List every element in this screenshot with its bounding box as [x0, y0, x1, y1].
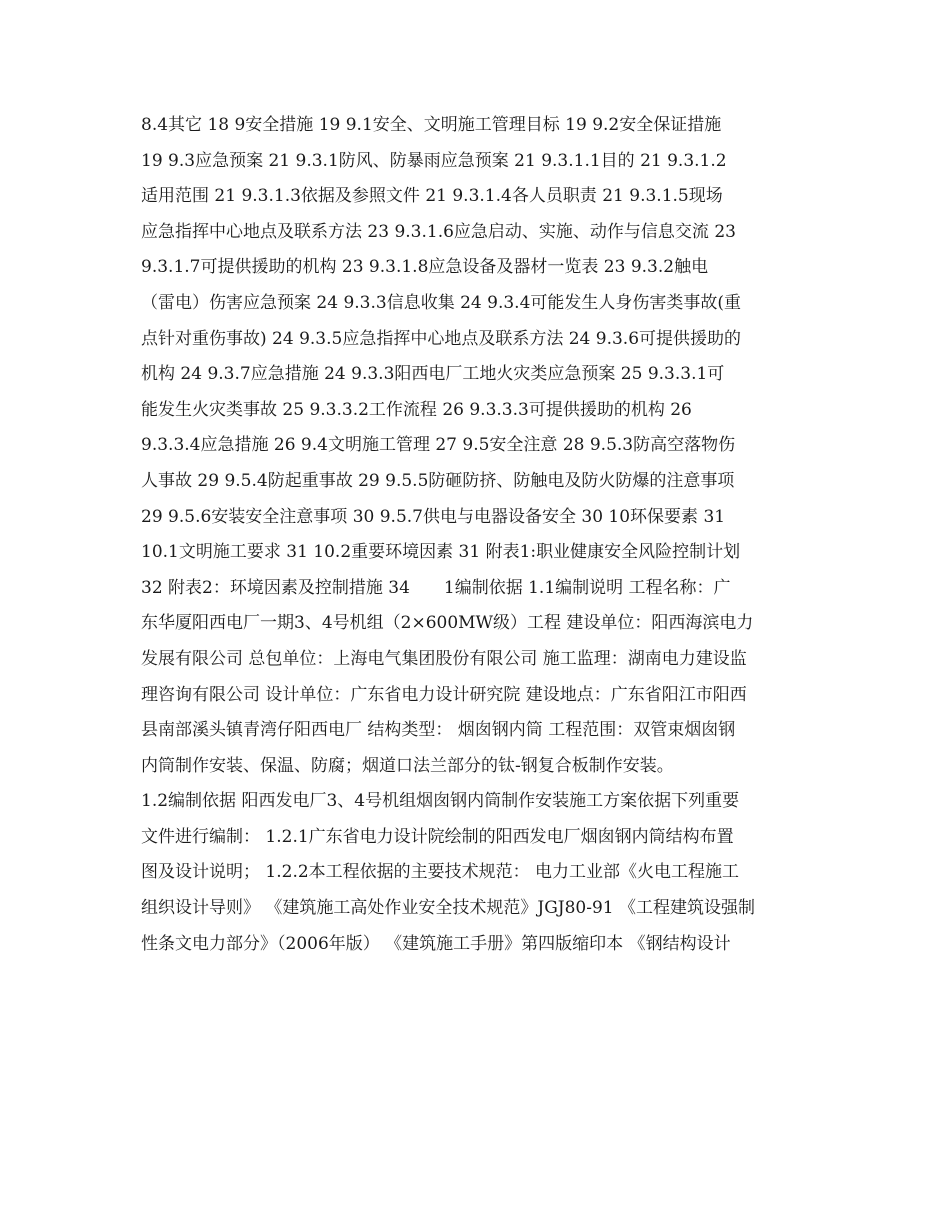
text-line: 点针对重伤事故) 24 9.3.5应急指挥中心地点及联系方法 24 9.3.6可提供援助的 — [141, 328, 742, 349]
text-line: 10.1文明施工要求 31 10.2重要环境因素 31 附表1:职业健康安全风险控制计划 — [141, 542, 741, 563]
text-line: 发展有限公司 总包单位：上海电气集团股份有限公司 施工监理：湖南电力建设监 — [141, 648, 747, 669]
text-line: 1.2编制依据 阳西发电厂3、4号机组烟囱钢内筒制作安装施工方案依据下列重要 — [141, 791, 740, 812]
text-line: 组织设计导则》 《建筑施工高处作业安全技术规范》JGJ80-91 《工程建筑设强制 — [141, 898, 756, 919]
text-line: 能发生火灾类事故 25 9.3.3.2工作流程 26 9.3.3.3可提供援助的机构 26 — [141, 399, 692, 420]
text-line: 32 附表2：环境因素及控制措施 34 1编制依据 1.1编制说明 工程名称：广 — [141, 577, 731, 598]
text-line: 29 9.5.6安装安全注意事项 30 9.5.7供电与电器设备安全 30 10环保要素 31 — [141, 506, 726, 527]
text-line: 8.4其它 18 9安全措施 19 9.1安全、文明施工管理目标 19 9.2安全保证措施 — [141, 115, 722, 135]
text-line: 内筒制作安装、保温、防腐；烟道口法兰部分的钛-钢复合板制作安装。 — [141, 755, 674, 776]
text-line: 机构 24 9.3.7应急措施 24 9.3.3阳西电厂工地火灾类应急预案 25 9.3.3.1可 — [141, 364, 725, 385]
document-body-text — [141, 108, 821, 962]
text-line: （雷电）伤害应急预案 24 9.3.3信息收集 24 9.3.4可能发生人身伤害类事故(重 — [141, 292, 742, 313]
text-line: 适用范围 21 9.3.1.3依据及参照文件 21 9.3.1.4各人员职责 21 9.3.1.5现场 — [141, 186, 723, 207]
text-line: 9.3.1.7可提供援助的机构 23 9.3.1.8应急设备及器材一览表 23 9.3.2触电 — [141, 257, 709, 278]
text-line: 理咨询有限公司 设计单位：广东省电力设计研究院 建设地点：广东省阳江市阳西 — [141, 684, 747, 705]
text-line: 县南部溪头镇青湾仔阳西电厂 结构类型： 烟囱钢内筒 工程范围：双管束烟囱钢 — [141, 720, 736, 741]
text-line: 19 9.3应急预案 21 9.3.1防风、防暴雨应急预案 21 9.3.1.1目的 21 9.3.1.2 — [141, 150, 727, 171]
text-line: 东华厦阳西电厂一期3、4号机组（2×600MW级）工程 建设单位：阳西海滨电力 — [141, 613, 754, 634]
text-line: 文件进行编制： 1.2.1广东省电力设计院绘制的阳西发电厂烟囱钢内筒结构布置 — [141, 826, 734, 847]
text-line: 人事故 29 9.5.4防起重事故 29 9.5.5防砸防挤、防触电及防火防爆的注意事项 — [141, 470, 735, 491]
text-line: 9.3.3.4应急措施 26 9.4文明施工管理 27 9.5安全注意 28 9.5.3防高空落物伤 — [141, 435, 736, 456]
text-line: 应急指挥中心地点及联系方法 23 9.3.1.6应急启动、实施、动作与信息交流 23 — [141, 221, 736, 242]
text-line: 性条文电力部分》（2006年版） 《建筑施工手册》第四版缩印本 《钢结构设计 — [141, 933, 731, 954]
text-line: 图及设计说明； 1.2.2本工程依据的主要技术规范： 电力工业部《火电工程施工 — [141, 862, 740, 883]
